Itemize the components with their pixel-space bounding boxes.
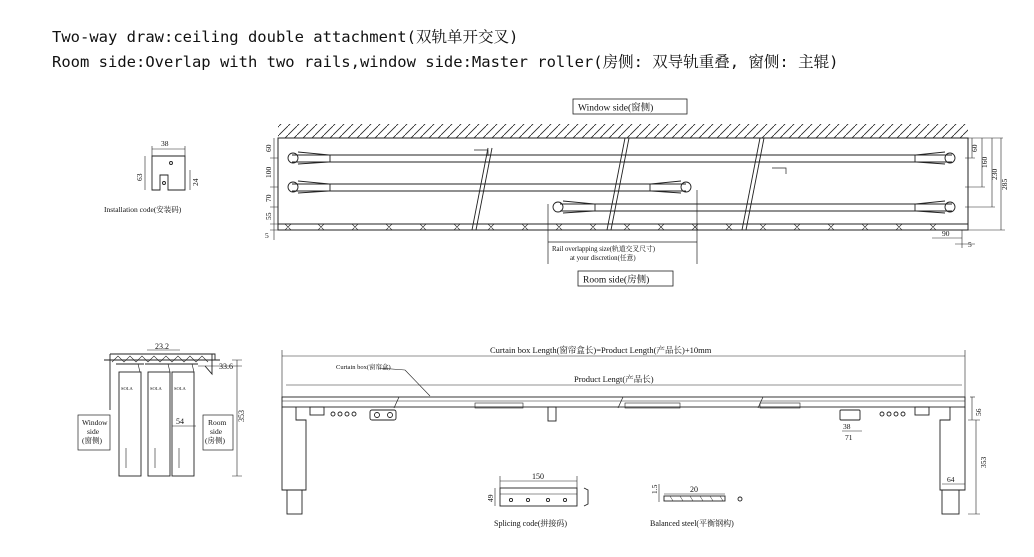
section-dim-23-2: 23.2: [155, 342, 169, 351]
dim-bottom-90: 90: [942, 229, 950, 238]
install-dim-63: 63: [135, 173, 144, 181]
section-view: [78, 350, 242, 476]
dim-left-55: 55: [264, 212, 273, 220]
splicing-dim-49: 49: [486, 494, 495, 502]
track-brand-1: SOLA: [121, 386, 133, 391]
section-dim-54: 54: [176, 417, 184, 426]
splicing-label: Splicing code(拼接码): [494, 519, 568, 528]
install-dim-24: 24: [191, 178, 200, 186]
balanced-steel: [659, 484, 742, 502]
dim-right-230: 230: [990, 168, 999, 180]
front-dim-38: 38: [843, 422, 851, 431]
front-dim-56: 56: [974, 408, 983, 416]
dim-left-70: 70: [264, 194, 273, 202]
section-room-l1: Room: [208, 418, 227, 427]
dim-right-285: 285: [1000, 178, 1009, 190]
section-room-l3: (房侧): [205, 436, 225, 445]
dim-left-60: 60: [264, 144, 273, 152]
header-line-1: Two-way draw:ceiling double attachment(双轨单开交叉): [52, 28, 519, 46]
curtain-box-label: Curtain box(窗帘盒): [336, 364, 391, 371]
track-brand-2: SOLA: [150, 386, 162, 391]
section-window-l3: (窗侧): [82, 436, 102, 445]
section-dim-33-6: 33.6: [219, 362, 233, 371]
section-dim-353: 353: [237, 410, 246, 422]
header-line-2: Room side:Overlap with two rails,window side:Master roller(房侧: 双导轨重叠, 窗侧: 主辊): [52, 53, 839, 71]
section-room-l2: side: [210, 427, 223, 436]
dim-right-60: 60: [970, 144, 979, 152]
dim-left-100: 100: [264, 166, 273, 178]
install-dim-38: 38: [161, 139, 169, 148]
overlap-label-2: at your discretion(任意): [570, 255, 636, 262]
install-label: Installation code(安装码): [104, 205, 182, 214]
overlap-label-1: Rail overlapping size(轨道交叉尺寸): [552, 246, 656, 253]
front-dim-71: 71: [845, 433, 853, 442]
window-side-label: Window side(窗侧): [578, 103, 654, 114]
splicing-dim-150: 150: [532, 472, 544, 481]
installation-code: [145, 146, 190, 190]
track-brand-3: SOLA: [174, 386, 186, 391]
front-dim-353: 353: [979, 456, 988, 468]
balanced-label: Balanced steel(平衡钢构): [650, 519, 734, 528]
section-window-l2: side: [87, 427, 100, 436]
product-length-label: Product Lengt(产品长): [574, 374, 654, 384]
front-dim-64: 64: [947, 475, 955, 484]
top-view: [270, 99, 1005, 286]
dim-left-5: 5: [265, 231, 269, 240]
box-length-label: Curtain box Length(窗帘盒长)=Product Length(产品长)+10mm: [490, 345, 712, 355]
section-window-l1: Window: [82, 418, 108, 427]
room-side-label: Room side(房侧): [583, 275, 650, 286]
ceiling-hatch: [278, 124, 968, 138]
dim-bottom-5: 5: [968, 240, 972, 249]
balanced-dim-20: 20: [690, 485, 698, 494]
dim-right-160: 160: [980, 156, 989, 168]
balanced-dim-1-5: 1.5: [650, 484, 659, 494]
